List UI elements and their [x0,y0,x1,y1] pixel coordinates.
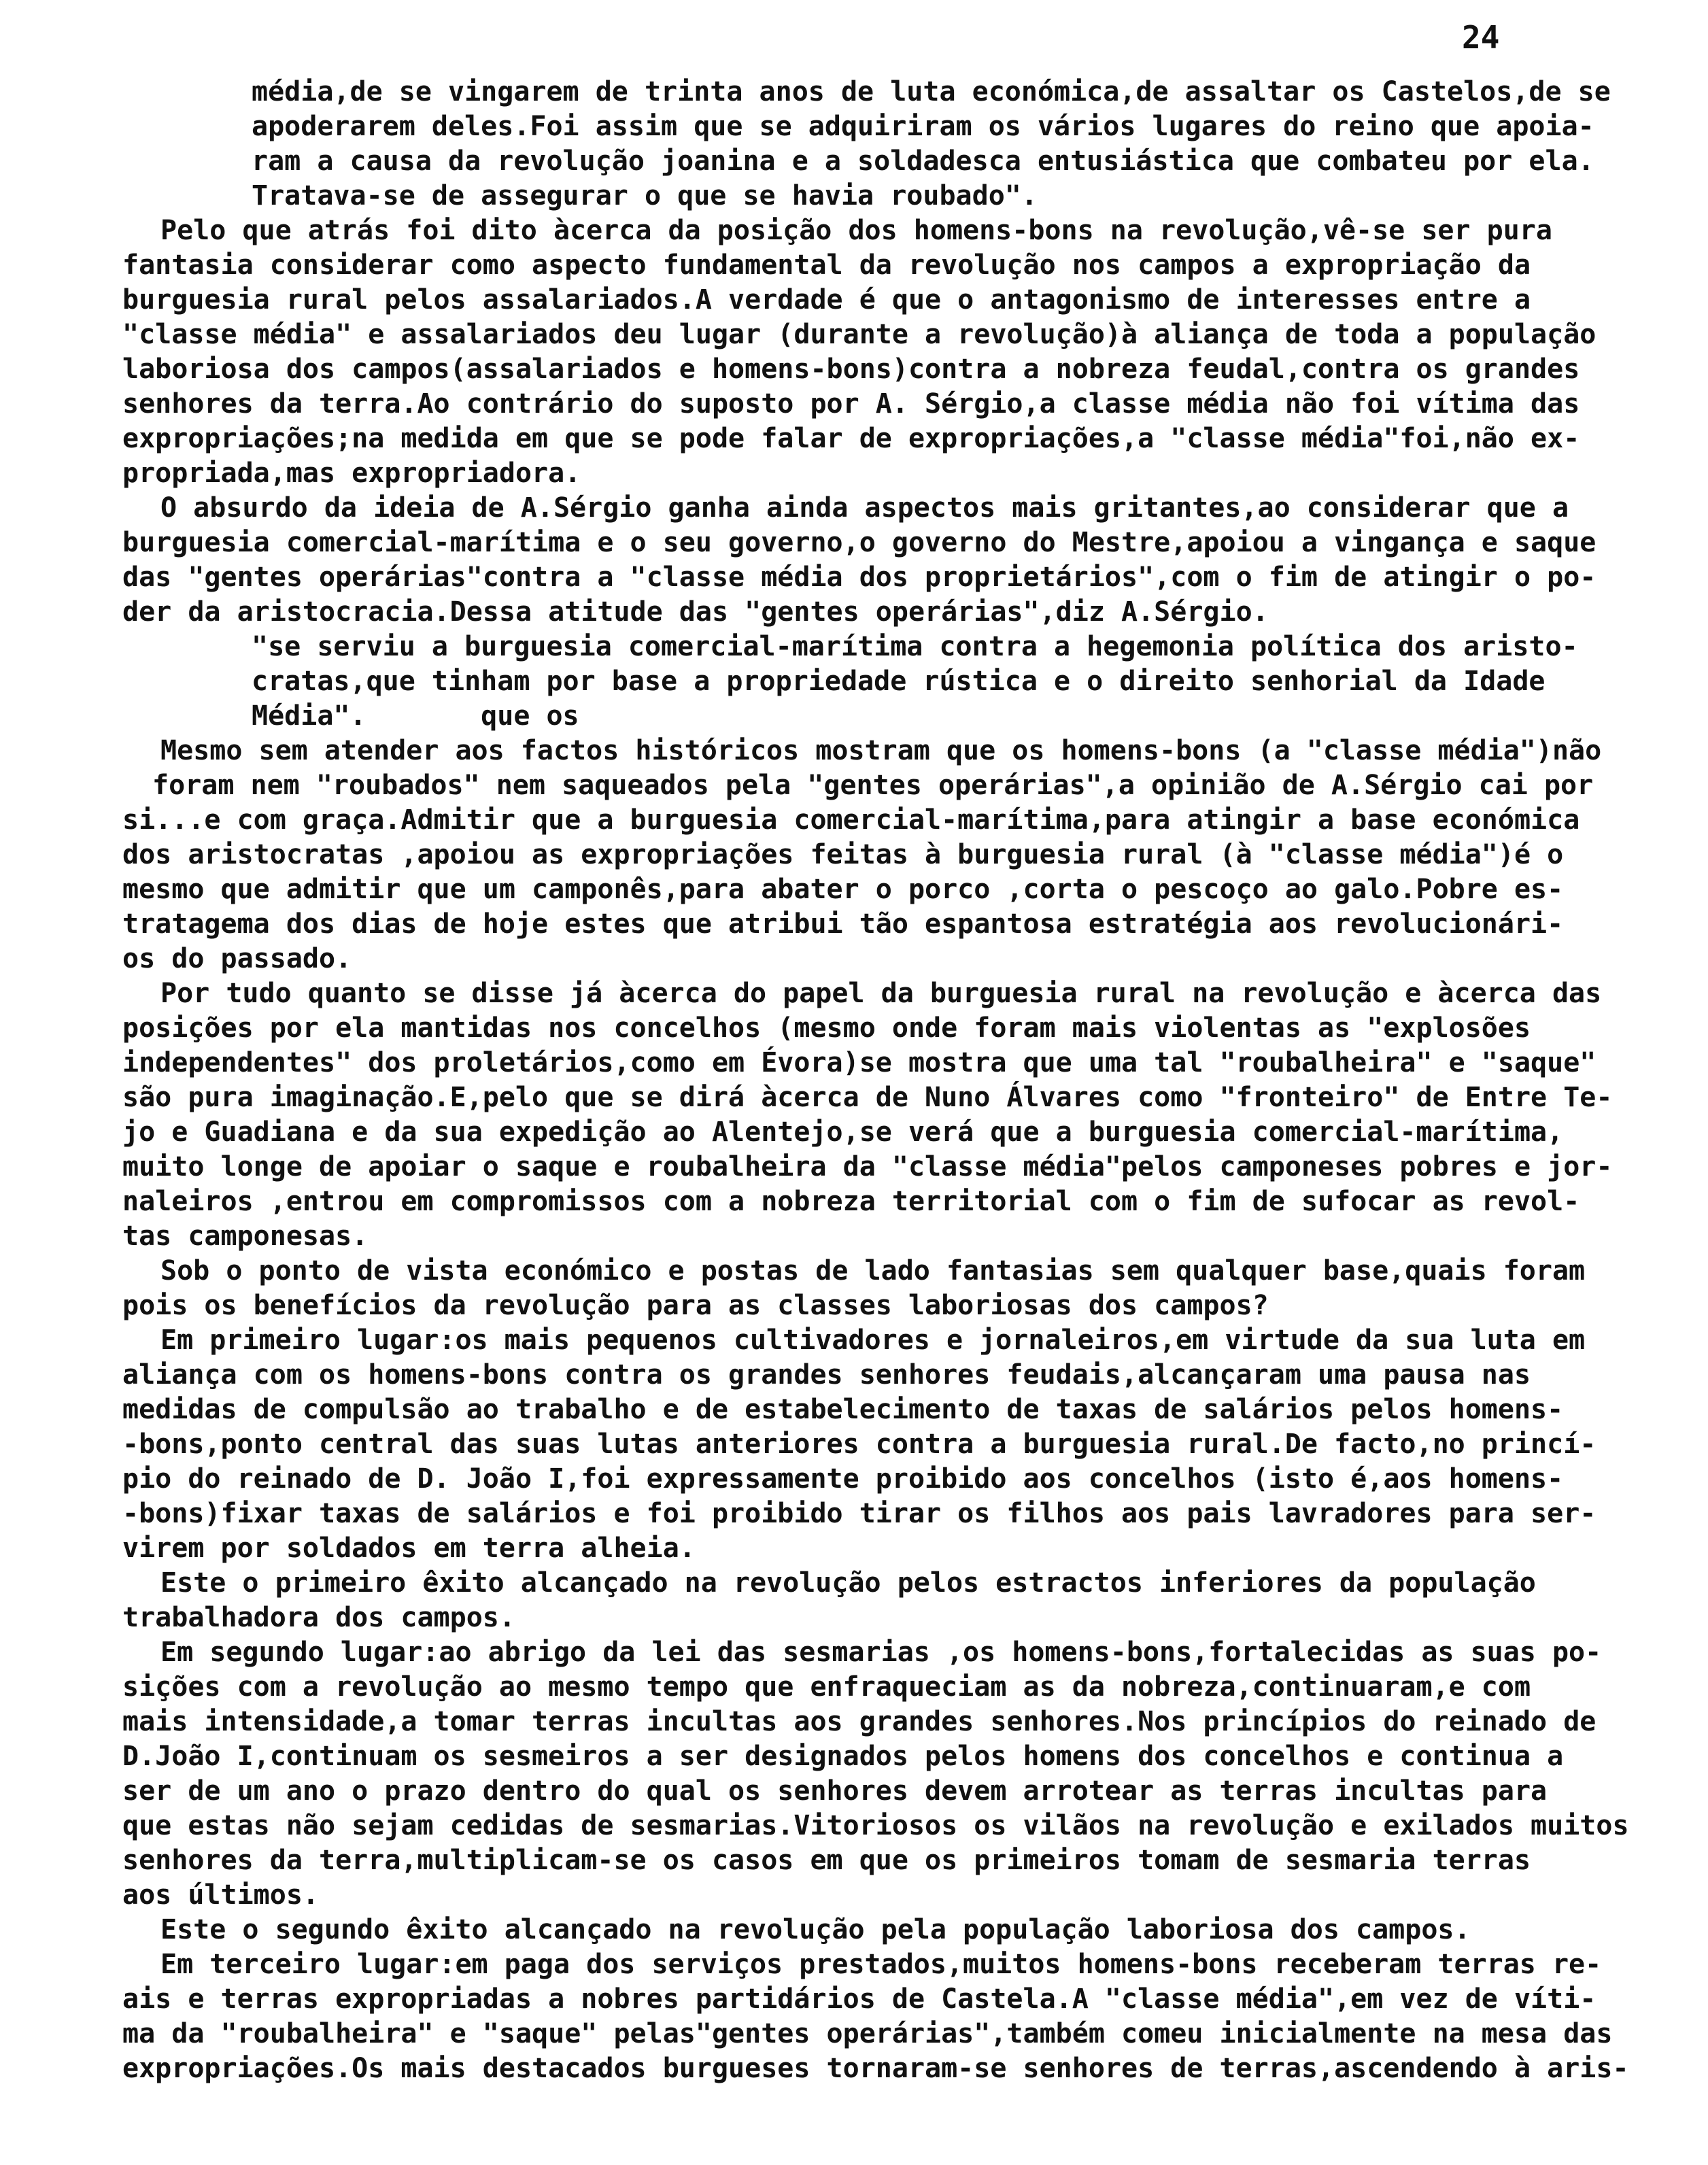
text-line: apoderarem deles.Foi assim que se adquiriram os vários lugares do reino que apoia- [252,111,1594,142]
text-line: são pura imaginação.E,pelo que se dirá àcerca de Nuno Álvares como "fronteiro" de Entre Te- [122,1082,1613,1113]
text-line: Este o primeiro êxito alcançado na revolução pelos estractos inferiores da população [160,1567,1536,1599]
text-line: das "gentes operárias"contra a "classe média dos proprietários",com o fim de atingir o po- [122,562,1596,593]
text-line: Em terceiro lugar:em paga dos serviços prestados,muitos homens-bons receberam terras re- [160,1949,1602,1980]
text-line: senhores da terra.Ao contrário do suposto por A. Sérgio,a classe média não foi vítima das [122,388,1580,420]
text-line: aos últimos. [122,1879,319,1911]
text-line: D.João I,continuam os sesmeiros a ser designados pelos homens dos concelhos e continua a [122,1741,1564,1772]
text-line: -bons,ponto central das suas lutas anteriores contra a burguesia rural.De facto,no princí- [122,1429,1596,1460]
text-line: independentes" dos proletários,como em Évora)se mostra que uma tal "roubalheira" e "saque" [122,1047,1596,1078]
text-line: expropriações;na medida em que se pode falar de expropriações,a "classe média"foi,não ex- [122,423,1580,454]
text-line: mesmo que admitir que um camponês,para abater o porco ,corta o pescoço ao galo.Pobre es- [122,874,1564,905]
text-line: pois os benefícios da revolução para as classes laboriosas dos campos? [122,1290,1269,1321]
text-line: ram a causa da revolução joanina e a soldadesca entusiástica que combateu por ela. [252,146,1594,177]
text-line: der da aristocracia.Dessa atitude das "gentes operárias",diz A.Sérgio. [122,596,1269,628]
text-line: mais intensidade,a tomar terras incultas aos grandes senhores.Nos princípios do reinado de [122,1706,1596,1737]
text-line: que estas não sejam cedidas de sesmarias.Vitoriosos os vilãos na revolução e exilados muitos [122,1810,1629,1841]
text-line: ser de um ano o prazo dentro do qual os senhores devem arrotear as terras incultas para [122,1775,1548,1807]
text-line: sições com a revolução ao mesmo tempo que enfraqueciam as da nobreza,continuaram,e com [122,1671,1531,1703]
text-line: medidas de compulsão ao trabalho e de estabelecimento de taxas de salários pelos homens- [122,1394,1564,1425]
page-number: 24 [1462,19,1500,56]
text-line: -bons)fixar taxas de salários e foi proibido tirar os filhos aos pais lavradores para ser- [122,1498,1596,1529]
text-line: os do passado. [122,943,352,974]
text-line: O absurdo da ideia de A.Sérgio ganha ainda aspectos mais gritantes,ao considerar que a [160,492,1569,524]
text-line: dos aristocratas ,apoiou as expropriações feitas à burguesia rural (à "classe média")é o [122,839,1564,870]
text-line: ma da "roubalheira" e "saque" pelas"gentes operárias",também comeu inicialmente na mesa das [122,2018,1613,2049]
text-line: pio do reinado de D. João I,foi expressamente proibido aos concelhos (isto é,aos homens- [122,1463,1564,1495]
text-line: senhores da terra,multiplicam-se os casos em que os primeiros tomam de sesmaria terras [122,1845,1531,1876]
text-line: trabalhadora dos campos. [122,1602,515,1633]
text-line: aliança com os homens-bons contra os grandes senhores feudais,alcançaram uma pausa nas [122,1359,1531,1391]
text-line: muito longe de apoiar o saque e roubalheira da "classe média"pelos camponeses pobres e jor- [122,1151,1613,1182]
text-line: virem por soldados em terra alheia. [122,1533,696,1564]
text-line: "se serviu a burguesia comercial-marítima contra a hegemonia política dos aristo- [252,631,1578,662]
text-line: Este o segundo êxito alcançado na revolução pela população laboriosa dos campos. [160,1914,1471,1945]
text-line: média,de se vingarem de trinta anos de luta económica,de assaltar os Castelos,de se [252,76,1611,107]
text-line: tratagema dos dias de hoje estes que atribui tão espantosa estratégia aos revolucionári- [122,908,1564,940]
text-line: Em segundo lugar:ao abrigo da lei das sesmarias ,os homens-bons,fortalecidas as suas po- [160,1637,1602,1668]
text-line: expropriações.Os mais destacados burgueses tornaram-se senhores de terras,ascendendo à aris- [122,2053,1629,2084]
text-line: fantasia considerar como aspecto fundamental da revolução nos campos a expropriação da [122,250,1531,281]
text-line: ais e terras expropriadas a nobres partidários de Castela.A "classe média",em vez de víti- [122,1983,1596,2015]
text-line: Pelo que atrás foi dito àcerca da posição dos homens-bons na revolução,vê-se ser pura [160,215,1552,246]
text-line: jo e Guadiana e da sua expedição ao Alentejo,se verá que a burguesia comercial-marítima, [122,1116,1564,1148]
text-line: propriada,mas expropriadora. [122,458,581,489]
text-line: posições por ela mantidas nos concelhos (mesmo onde foram mais violentas as "explosões [122,1012,1531,1044]
text-line: Tratava-se de assegurar o que se havia roubado". [252,180,1038,211]
body-text [122,75,1652,2086]
text-line: naleiros ,entrou em compromissos com a nobreza territorial com o fim de sufocar as revol- [122,1186,1580,1217]
text-line: Por tudo quanto se disse já àcerca do papel da burguesia rural na revolução e àcerca das [160,978,1602,1009]
text-line: Mesmo sem atender aos factos históricos mostram que os homens-bons (a "classe média")não [160,735,1602,766]
text-line: burguesia rural pelos assalariados.A verdade é que o antagonismo de interesses entre a [122,284,1531,316]
text-line: cratas,que tinham por base a propriedade rústica e o direito senhorial da Idade [252,666,1545,697]
text-line: burguesia comercial-marítima e o seu governo,o governo do Mestre,apoiou a vingança e saque [122,527,1596,558]
text-line: foram nem "roubados" nem saqueados pela "gentes operárias",a opinião de A.Sérgio cai por [152,770,1594,801]
text-line: Em primeiro lugar:os mais pequenos cultivadores e jornaleiros,em virtude da sua luta em [160,1325,1586,1356]
text-line: Sob o ponto de vista económico e postas de lado fantasias sem qualquer base,quais foram [160,1255,1586,1286]
text-line: "classe média" e assalariados deu lugar (durante a revolução)à aliança de toda a população [122,319,1596,350]
text-line: Média". que os [252,700,579,732]
text-line: si...e com graça.Admitir que a burguesia comercial-marítima,para atingir a base económica [122,804,1580,836]
text-line: tas camponesas. [122,1221,369,1252]
text-line: laboriosa dos campos(assalariados e homens-bons)contra a nobreza feudal,contra os grandes [122,354,1580,385]
